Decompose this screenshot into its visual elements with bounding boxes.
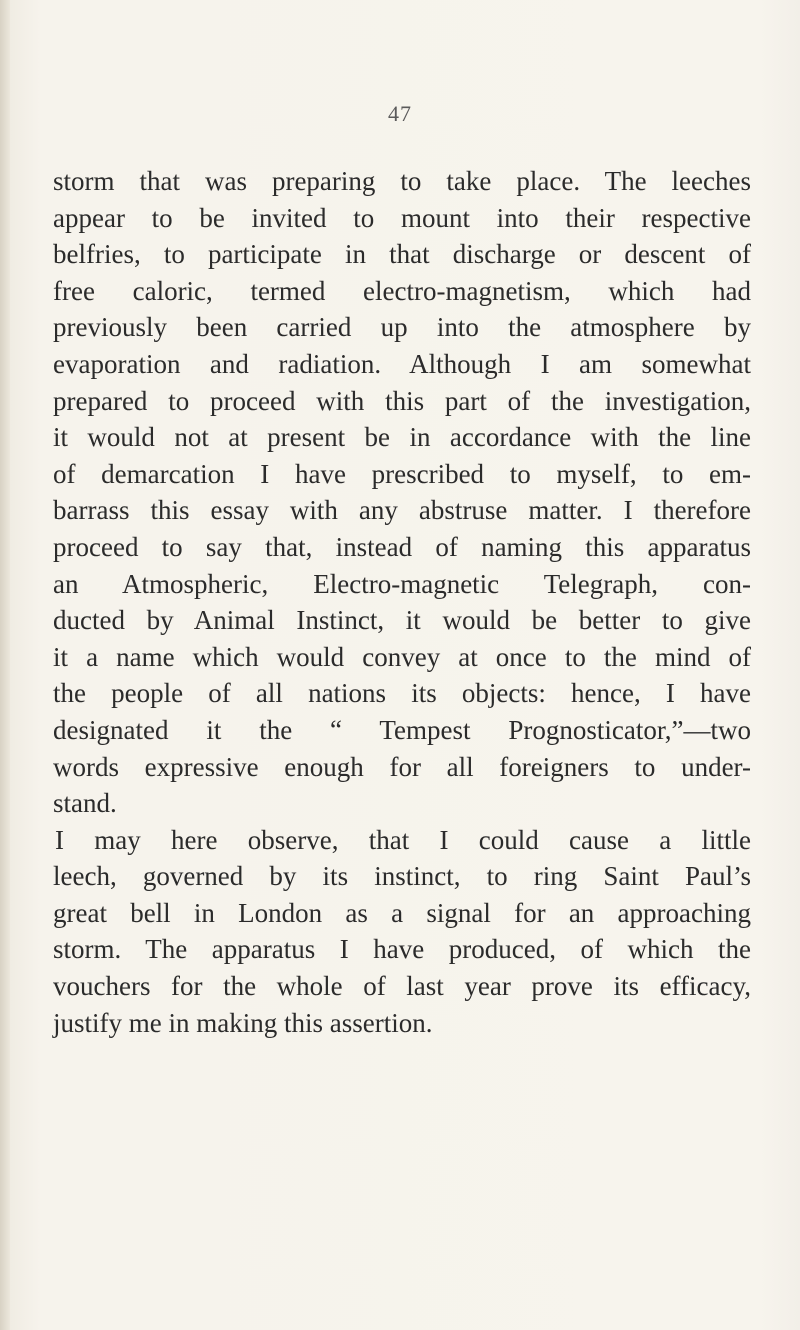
text-line: I may here observe, that I could cause a little [55, 824, 751, 855]
text-line: leech, governed by its instinct, to ring Saint Paul’s [53, 861, 751, 892]
text-line: storm that was preparing to take place. The leeches [53, 166, 751, 196]
text-line: previously been carried up into the atmosphere by [53, 312, 751, 343]
page-number: 47 [388, 101, 412, 126]
page-gutter [0, 0, 10, 1330]
text-line: the people of all nations its objects: hence, I have [53, 678, 751, 709]
text-line: evaporation and radiation. Although I am somewhat [53, 348, 751, 379]
text-line: it would not at present be in accordance with the line [53, 422, 751, 453]
text-line: appear to be invited to mount into their respective [53, 202, 751, 233]
text-line: free caloric, termed electro-magnetism, which had [53, 275, 751, 306]
text-line: barrass this essay with any abstruse matter. I therefore [53, 495, 751, 526]
text-line: it a name which would convey at once to the mind of [53, 641, 751, 672]
text-line: great bell in London as a signal for an approaching [53, 897, 751, 928]
body-text [53, 163, 751, 1041]
text-line: belfries, to participate in that discharge or descent of [53, 239, 751, 270]
text-line: vouchers for the whole of last year prove its efficacy, [53, 971, 751, 1002]
text-line: designated it the “ Tempest Prognosticator,”—two [53, 714, 751, 745]
text-line: an Atmospheric, Electro-magnetic Telegraph, con- [53, 568, 751, 599]
text-line: justify me in making this assertion. [53, 1007, 433, 1038]
text-line: words expressive enough for all foreigners to under- [53, 751, 751, 782]
text-line: stand. [53, 788, 117, 819]
text-line: ducted by Animal Instinct, it would be better to give [53, 605, 751, 636]
text-line: proceed to say that, instead of naming this apparatus [53, 531, 751, 562]
text-line: of demarcation I have prescribed to myself, to em- [53, 458, 751, 489]
text-line: storm. The apparatus I have produced, of which the [53, 934, 751, 965]
text-line: prepared to proceed with this part of the investigation, [53, 385, 751, 416]
